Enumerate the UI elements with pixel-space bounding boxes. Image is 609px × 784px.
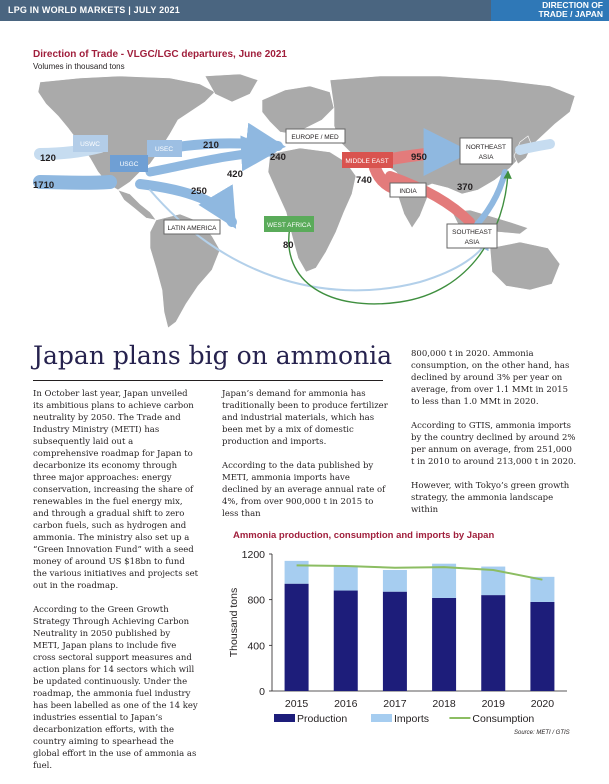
x-tick-label: 2019 — [481, 698, 505, 710]
chart-title: Ammonia production, consumption and imports by Japan — [233, 530, 495, 541]
map-title: Direction of Trade - VLGC/LGC departures, June 2021 — [33, 49, 287, 60]
legend-swatch-imports — [371, 714, 392, 722]
ammonia-chart — [222, 545, 582, 730]
map-subtitle: Volumes in thousand tons — [33, 62, 125, 71]
headline-rule — [33, 380, 383, 381]
volume-usgc-latam: 250 — [191, 186, 207, 197]
volume-me-northeast: 950 — [411, 152, 427, 163]
x-tick-label: 2018 — [432, 698, 456, 710]
section-tag-line2: TRADE / JAPAN — [538, 9, 603, 19]
southeast-asia-label-1: SOUTHEAST — [452, 229, 492, 236]
article-column-2 — [222, 388, 388, 532]
latin-america-label: LATIN AMERICA — [167, 225, 217, 232]
volume-uswc: 120 — [40, 153, 56, 164]
volume-europe-in: 240 — [270, 152, 286, 163]
line-consumption — [297, 565, 543, 579]
legend-label-production: Production — [297, 713, 348, 725]
publication-title: LPG IN WORLD MARKETS | JULY 2021 — [8, 5, 180, 15]
section-tag-line1: DIRECTION OF — [542, 0, 603, 10]
y-tick-label: 0 — [259, 686, 265, 698]
europe-land — [262, 86, 334, 134]
paragraph: Japan’s demand for ammonia has traditionally been to produce fertilizer and industrial materials, which has been met by a mix of domestic production and imports. — [222, 389, 388, 447]
y-tick-label: 800 — [247, 594, 265, 607]
middle-east-label: MIDDLE EAST — [345, 158, 389, 165]
north-america-land — [38, 76, 215, 190]
top-header-bar — [0, 0, 609, 21]
volume-usec-europe: 210 — [203, 140, 219, 151]
article-column-3 — [411, 348, 577, 528]
article-column-1 — [33, 388, 199, 784]
trade-flow-map — [0, 72, 609, 334]
bar-imports-2015 — [285, 561, 309, 584]
volume-usgc-west: 1710 — [33, 180, 55, 191]
chart-source: Source: METI / GTIS — [514, 730, 570, 736]
volume-west-africa: 80 — [283, 240, 294, 251]
paragraph: However, with Tokyo’s green growth strategy, the ammonia landscape within — [411, 481, 570, 515]
y-tick-label: 1200 — [241, 549, 265, 561]
volume-usgc-east: 420 — [227, 169, 243, 180]
bar-production-2016 — [334, 591, 358, 691]
bar-production-2015 — [285, 584, 309, 691]
bar-production-2019 — [481, 595, 505, 691]
northeast-asia-label-1: NORTHEAST — [466, 144, 506, 151]
x-tick-label: 2015 — [284, 698, 309, 710]
paragraph: According to the data published by METI, ammonia imports have declined by an average annual rate of 4%, from over 900,000 t in 2015 to less than — [222, 461, 386, 519]
bar-production-2017 — [383, 592, 407, 691]
pacific-return-flow — [520, 144, 550, 150]
bar-production-2020 — [530, 602, 554, 691]
volume-southeast: 370 — [457, 182, 473, 193]
usgc-label: USGC — [119, 161, 139, 168]
y-axis-label: Thousand tons — [228, 587, 240, 658]
paragraph: According to GTIS, ammonia imports by the country declined by around 2% per annum on average, from 251,000 t in 2010 to around 213,000 t in 2020. — [411, 421, 577, 467]
volume-me-india: 740 — [356, 175, 372, 186]
uswc-label: USWC — [80, 141, 100, 148]
bar-imports-2017 — [383, 570, 407, 592]
southeast-asia-label-2: ASIA — [464, 239, 480, 246]
x-tick-label: 2017 — [383, 698, 407, 710]
legend-label-consumption: Consumption — [472, 713, 535, 725]
y-tick-label: 400 — [247, 640, 265, 653]
usec-label: USEC — [154, 146, 174, 153]
bar-production-2018 — [432, 598, 456, 691]
legend-swatch-production — [274, 714, 295, 722]
northeast-asia-label-2: ASIA — [478, 154, 494, 161]
india-label: INDIA — [399, 188, 417, 195]
central-america-land — [118, 190, 156, 220]
article-headline: Japan plans big on ammonia — [33, 341, 393, 370]
paragraph: 800,000 t in 2020. Ammonia consumption, on the other hand, has declined by around 3% per year on average, from over 1.1 MMt in 2015 to less than 1.0 MMt in 2020. — [411, 349, 570, 407]
bar-imports-2016 — [334, 565, 358, 590]
section-tag — [491, 0, 609, 21]
bar-imports-2018 — [432, 564, 456, 598]
legend-label-imports: Imports — [394, 713, 430, 725]
paragraph: In October last year, Japan unveiled its ambitious plans to achieve carbon neutrality by 2050. The Trade and Industry Ministry (METI) has subsequently laid out a comprehensive roadmap for Japan to decarbonize its economy through three major approaches: energy conservation, increasing the share of renewables in the fuel energy mix, and through a gradual shift to zero carbon fuels, such as hydrogen and ammonia. The ministry also set up a “Green Innovation Fund” with a seed money of around US $18bn to fund the various initiatives and projects set out in the roadmap. — [33, 389, 199, 591]
paragraph: According to the Green Growth Strategy Through Achieving Carbon Neutrality in 2050 published by METI, Japan plans to include five cross sectoral support measures and action plans for 14 sectors which will be updated continuously. Under the roadmap, the ammonia fuel industry has been labelled as one of the 14 key industries essential to Japan’s decarbonization efforts, with the country aiming to spearhead the global effort in the use of ammonia as fuel. — [33, 605, 198, 771]
bar-imports-2020 — [530, 577, 554, 602]
x-tick-label: 2020 — [530, 698, 555, 710]
australia-land — [490, 242, 560, 290]
west-africa-label: WEST AFRICA — [267, 222, 311, 229]
europe-med-label: EUROPE / MED — [291, 134, 339, 141]
greenland-land — [205, 74, 258, 102]
x-tick-label: 2016 — [334, 698, 358, 710]
